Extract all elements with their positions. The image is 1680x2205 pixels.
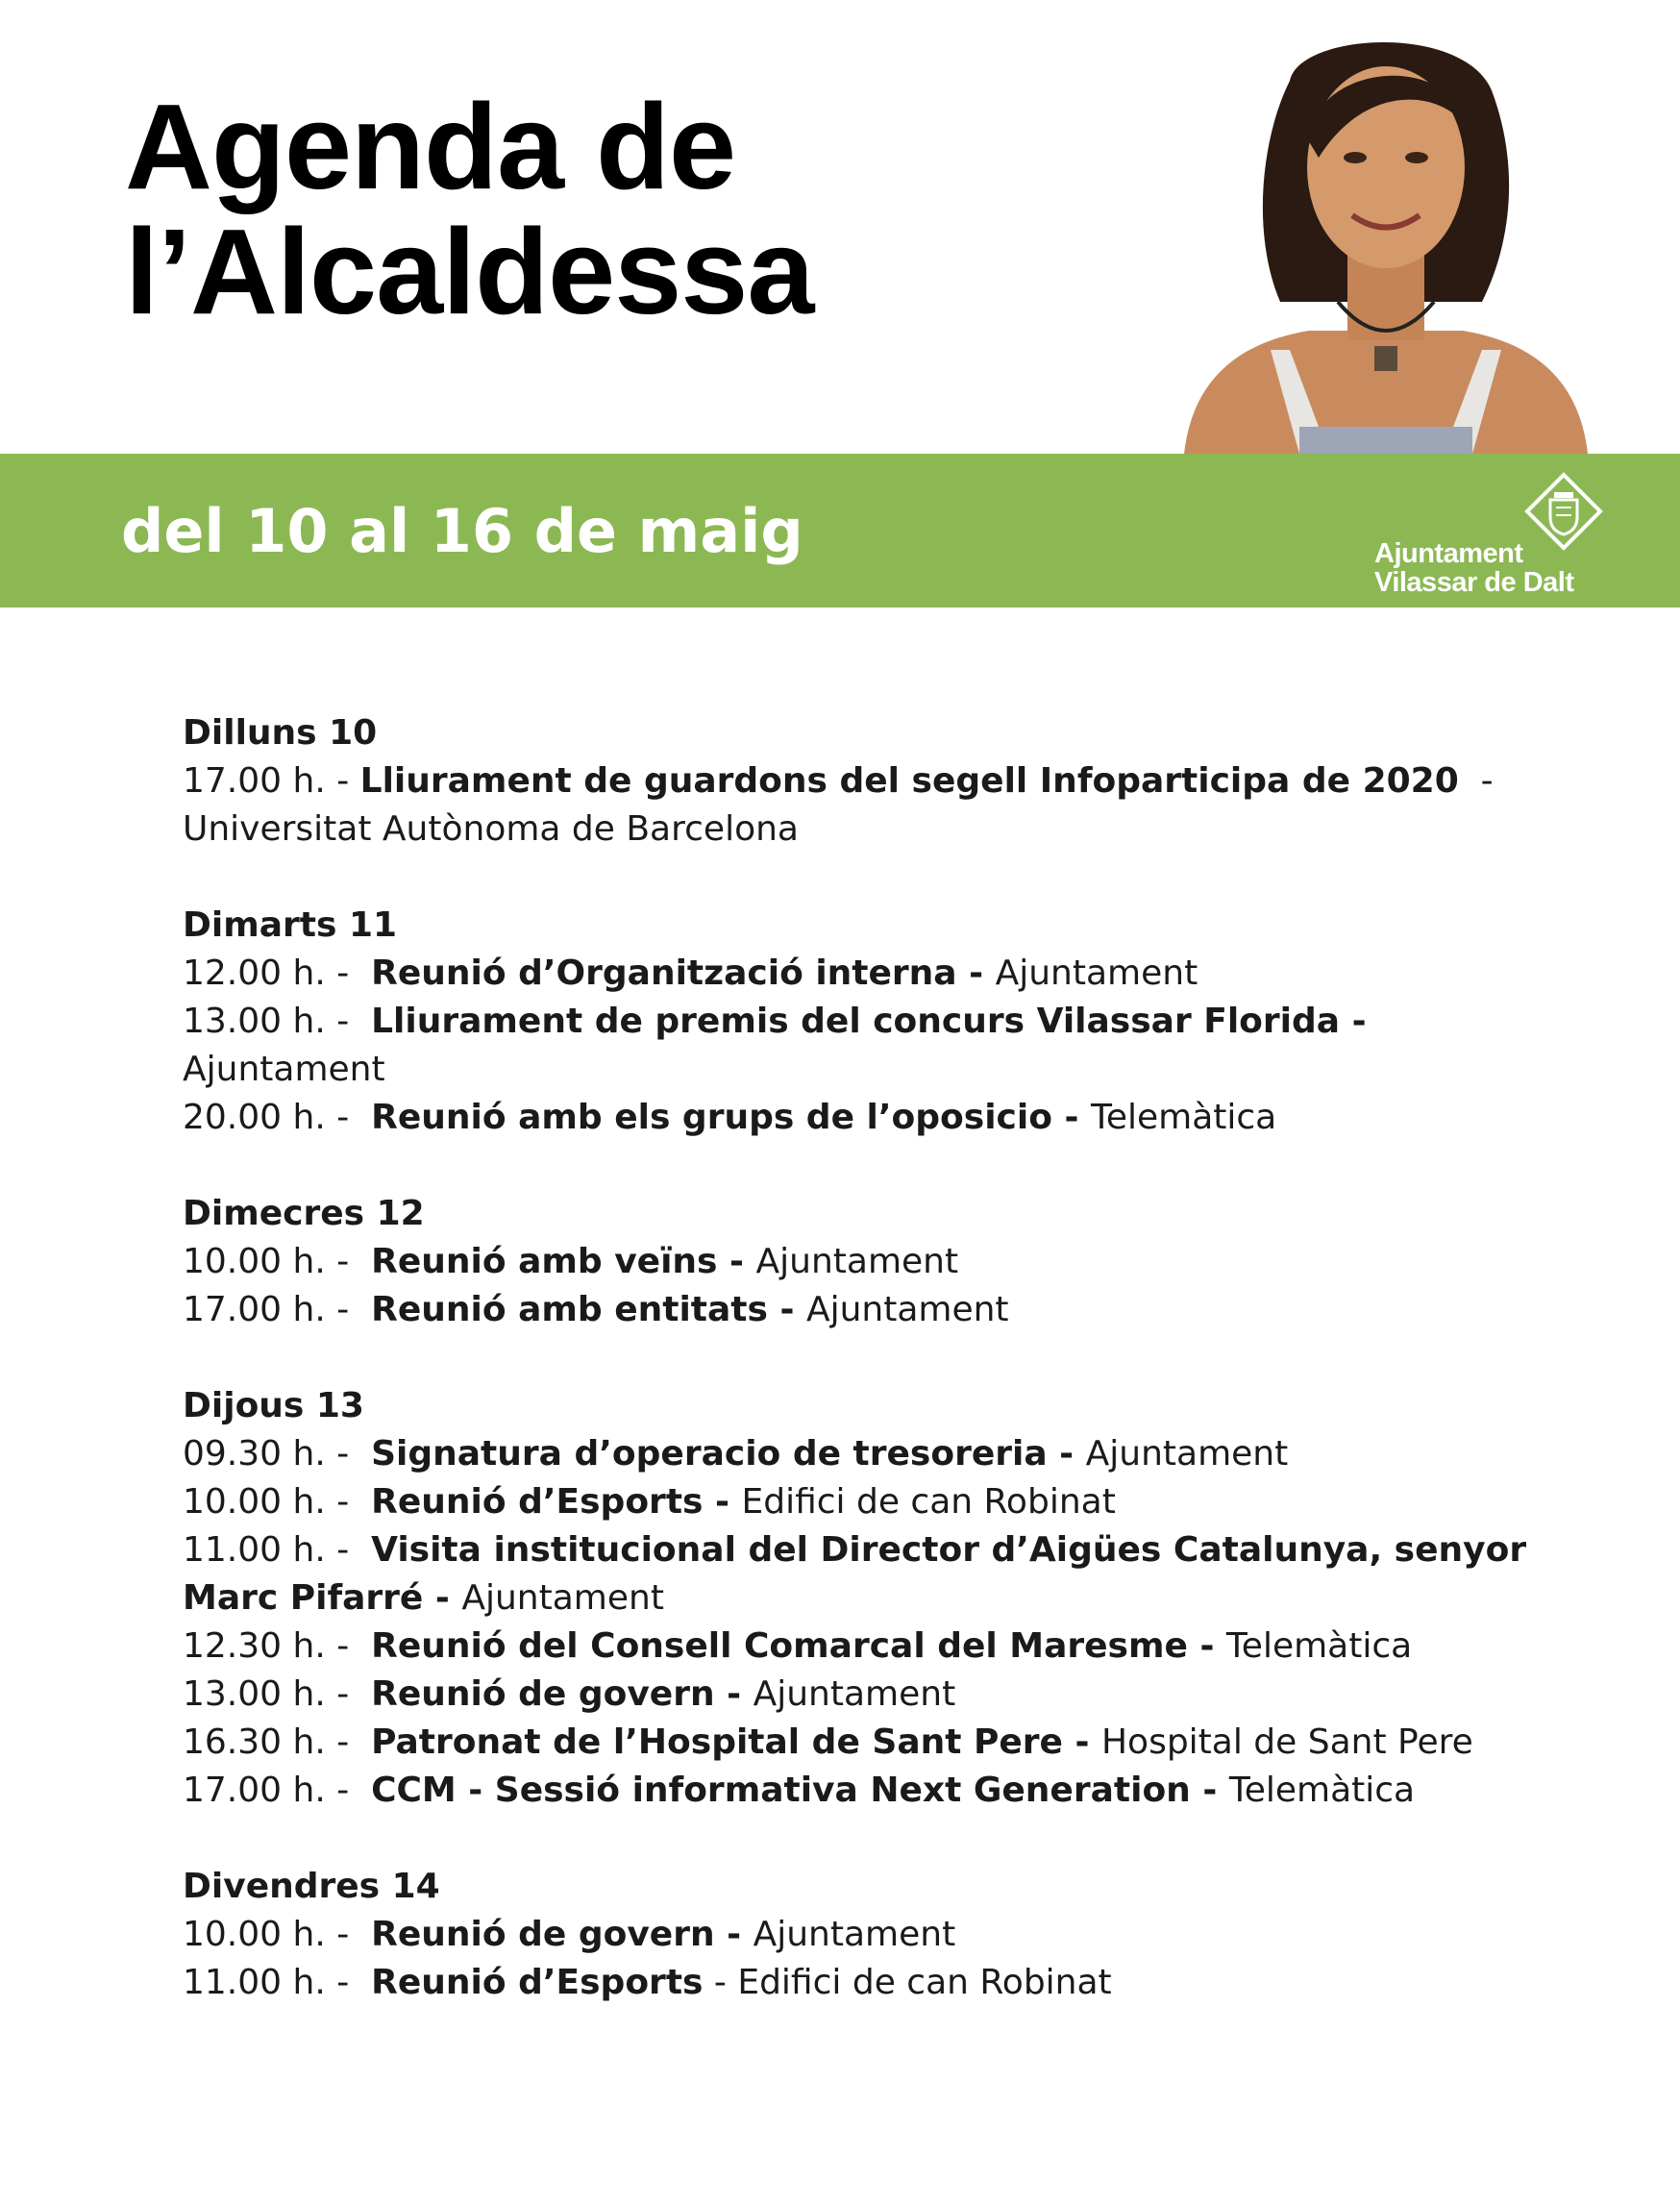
entry-time: 12.30 h. - — [183, 1626, 372, 1666]
title-line-1: Agenda de — [125, 79, 736, 214]
agenda-entry — [183, 1959, 1528, 2007]
entry-event: Reunió amb entitats - — [371, 1290, 806, 1329]
agenda-day — [183, 1863, 1528, 2007]
entry-place: Telemàtica — [1225, 1626, 1413, 1666]
agenda-day — [183, 1382, 1539, 1815]
day-title: Dimarts 11 — [183, 905, 398, 945]
entry-place: Ajuntament — [461, 1578, 664, 1618]
logo-line-1: Ajuntament — [1374, 538, 1523, 569]
agenda-entry — [183, 1478, 1528, 1526]
page-title — [125, 79, 814, 339]
entry-event: Reunió amb els grups de l’oposicio - — [371, 1098, 1091, 1137]
entry-place: Ajuntament — [753, 1915, 956, 1954]
entry-time: 13.00 h. - — [183, 1002, 372, 1041]
entry-event: Visita institucional del Director d’Aigües Catalunya, senyor Marc Pifarré - — [183, 1530, 1539, 1618]
entry-event: Lliurament de guardons del segell Infoparticipa de 2020 — [359, 761, 1459, 801]
entry-place: Ajuntament — [805, 1290, 1009, 1329]
entry-time: 09.30 h. - — [183, 1434, 372, 1474]
entry-event: Reunió d’Esports - — [371, 1482, 742, 1522]
entry-event: Reunió de govern - — [371, 1674, 754, 1714]
entry-place: Ajuntament — [753, 1674, 956, 1714]
entry-event: Patronat de l’Hospital de Sant Pere - — [371, 1722, 1101, 1762]
entry-event: Lliurament de premis del concurs Vilassar Florida - — [371, 1002, 1379, 1041]
entry-place: Ajuntament — [1085, 1434, 1289, 1474]
entry-time: 10.00 h. - — [183, 1915, 372, 1954]
entry-place: Ajuntament — [755, 1242, 959, 1281]
entry-event: Reunió del Consell Comarcal del Maresme - — [371, 1626, 1226, 1666]
logo-line-2: Vilassar de Dalt — [1374, 567, 1574, 598]
week-range: del 10 al 16 de maig — [121, 496, 803, 566]
entry-event: Reunió d’Organització interna - — [371, 954, 996, 993]
day-title: Dimecres 12 — [183, 1194, 425, 1233]
entry-place: - Universitat Autònoma de Barcelona — [183, 761, 1505, 849]
entry-event: Reunió d’Esports — [371, 1963, 704, 2002]
entry-place: Edifici de can Robinat — [741, 1482, 1116, 1522]
agenda-list — [183, 709, 1539, 2055]
agenda-entry — [183, 1911, 1528, 1959]
entry-time: 11.00 h. - — [183, 1530, 372, 1570]
entry-time: 17.00 h. - — [183, 761, 360, 801]
agenda-entry — [183, 1623, 1528, 1671]
entry-time: 16.30 h. - — [183, 1722, 372, 1762]
entry-place: - Edifici de can Robinat — [703, 1963, 1112, 2002]
entry-place: Telemàtica — [1090, 1098, 1277, 1137]
day-title: Dilluns 10 — [183, 713, 378, 753]
entry-place: Telemàtica — [1228, 1771, 1416, 1810]
ajuntament-logo — [1374, 471, 1615, 596]
agenda-entry — [183, 1286, 1528, 1334]
agenda-entry — [183, 1094, 1528, 1142]
entry-time: 13.00 h. - — [183, 1674, 372, 1714]
entry-event: Reunió de govern - — [371, 1915, 754, 1954]
entry-time: 20.00 h. - — [183, 1098, 372, 1137]
entry-time: 10.00 h. - — [183, 1482, 372, 1522]
agenda-day — [183, 902, 1528, 1142]
agenda-entry — [183, 1238, 1528, 1286]
entry-time: 10.00 h. - — [183, 1242, 372, 1281]
entry-event: Reunió amb veïns - — [371, 1242, 756, 1281]
agenda-day — [183, 1190, 1528, 1334]
agenda-entry — [183, 998, 1528, 1094]
coat-of-arms-icon — [1523, 471, 1604, 552]
entry-event: Signatura d’operacio de tresoreria - — [371, 1434, 1086, 1474]
agenda-entry — [183, 757, 1528, 854]
day-title: Dijous 13 — [183, 1386, 364, 1425]
agenda-entry — [183, 1526, 1539, 1623]
entry-time: 12.00 h. - — [183, 954, 372, 993]
agenda-entry — [183, 1767, 1528, 1815]
day-title: Divendres 14 — [183, 1867, 440, 1906]
title-line-2: l’Alcaldessa — [125, 204, 814, 339]
entry-event: CCM - Sessió informativa Next Generation - — [371, 1771, 1229, 1810]
entry-place: Ajuntament — [995, 954, 1198, 993]
entry-time: 17.00 h. - — [183, 1290, 372, 1329]
agenda-entry — [183, 1430, 1528, 1478]
entry-time: 17.00 h. - — [183, 1771, 372, 1810]
agenda-day — [183, 709, 1528, 854]
agenda-entry — [183, 1671, 1528, 1719]
entry-place: Hospital de Sant Pere — [1100, 1722, 1473, 1762]
entry-place: Ajuntament — [183, 1050, 385, 1089]
agenda-entry — [183, 950, 1528, 998]
agenda-entry — [183, 1719, 1528, 1767]
week-band — [0, 454, 1680, 607]
entry-time: 11.00 h. - — [183, 1963, 372, 2002]
mayor-portrait — [1174, 23, 1597, 454]
